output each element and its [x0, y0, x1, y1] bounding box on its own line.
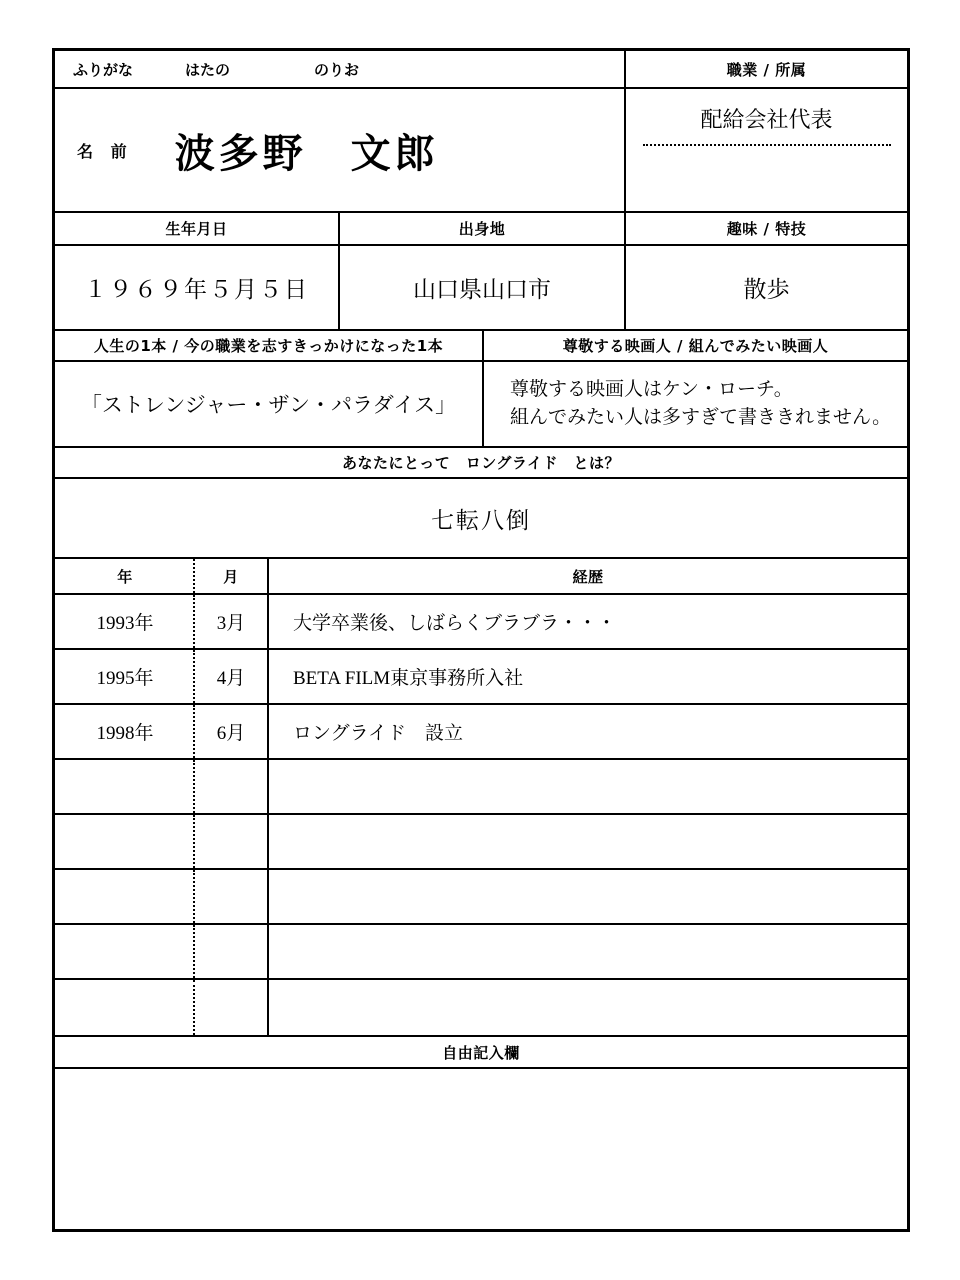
longride-value-row	[55, 479, 907, 559]
film-header-row	[55, 331, 907, 362]
career-year-header-label: 年	[117, 567, 133, 586]
career-year-value: 1993年	[96, 613, 154, 634]
respect-line-1: 尊敬する映画人はケン・ローチ。	[510, 378, 793, 400]
occupation-header: 職業 / 所属	[626, 51, 907, 89]
free-entry-header-row	[55, 1037, 907, 1069]
career-year-cell[interactable]	[55, 980, 195, 1035]
occupation-value: 配給会社代表	[700, 107, 833, 132]
respect-value	[484, 362, 907, 448]
career-history-cell[interactable]	[269, 815, 907, 870]
table-row[interactable]	[55, 760, 907, 815]
career-month-cell[interactable]: 3月	[195, 595, 269, 650]
name-cell	[55, 89, 626, 213]
film-value-row	[55, 362, 907, 448]
career-month-cell[interactable]: 4月	[195, 650, 269, 705]
longride-value: 七転八倒	[55, 479, 907, 559]
career-history-cell[interactable]: 大学卒業後、しばらくブラブラ・・・	[269, 595, 907, 650]
furigana-cell	[55, 51, 626, 89]
career-history-cell[interactable]	[269, 760, 907, 815]
career-month-cell[interactable]	[195, 870, 269, 925]
table-row[interactable]	[55, 870, 907, 925]
career-history-header: 経歴	[269, 559, 907, 595]
one-film-header: 人生の1本 / 今の職業を志すきっかけになった1本	[55, 331, 484, 362]
free-entry-header: 自由記入欄	[55, 1037, 907, 1069]
furigana-row	[55, 51, 907, 89]
career-history-cell[interactable]: BETA FILM東京事務所入社	[269, 650, 907, 705]
career-year-cell[interactable]	[55, 870, 195, 925]
name-value: 波多野 文郎	[174, 130, 439, 177]
occupation-dotted-rule	[643, 144, 891, 146]
career-rows-container	[55, 595, 907, 1037]
origin-value: 山口県山口市	[340, 246, 626, 331]
hobby-header: 趣味 / 特技	[626, 213, 907, 246]
origin-header: 出身地	[340, 213, 626, 246]
career-year-cell[interactable]	[55, 815, 195, 870]
hobby-value: 散歩	[626, 246, 907, 331]
name-row	[55, 89, 907, 213]
career-month-header: 月	[195, 559, 269, 595]
longride-header-row	[55, 448, 907, 479]
career-year-cell[interactable]	[55, 760, 195, 815]
furigana-surname: はたの	[185, 60, 231, 79]
one-film-value: 「ストレンジャー・ザン・パラダイス」	[55, 362, 484, 448]
career-month-cell[interactable]	[195, 815, 269, 870]
name-label: 名 前	[77, 141, 133, 161]
career-year-cell[interactable]	[55, 595, 195, 650]
career-history-cell[interactable]: ロングライド 設立	[269, 705, 907, 760]
personal-value-row	[55, 246, 907, 331]
profile-sheet-frame	[52, 48, 910, 1232]
career-year-cell[interactable]	[55, 705, 195, 760]
free-entry-value[interactable]	[55, 1069, 907, 1229]
table-row[interactable]	[55, 650, 907, 705]
furigana-givenname: のりお	[314, 60, 360, 79]
career-history-cell[interactable]	[269, 925, 907, 980]
occupation-cell	[626, 89, 907, 213]
career-year-value: 1998年	[96, 723, 154, 744]
personal-header-row	[55, 213, 907, 246]
dob-value: １９６９年５月５日	[55, 246, 340, 331]
career-header-row	[55, 559, 907, 595]
furigana-label: ふりがな	[73, 60, 134, 79]
dob-header: 生年月日	[55, 213, 340, 246]
free-entry-body-row	[55, 1069, 907, 1229]
career-month-cell[interactable]	[195, 980, 269, 1035]
longride-header: あなたにとって ロングライド とは？	[55, 448, 907, 479]
table-row[interactable]	[55, 925, 907, 980]
table-row[interactable]	[55, 595, 907, 650]
table-row[interactable]	[55, 980, 907, 1035]
career-history-cell[interactable]	[269, 980, 907, 1035]
career-year-cell[interactable]	[55, 650, 195, 705]
table-row[interactable]	[55, 705, 907, 760]
table-row[interactable]	[55, 815, 907, 870]
career-year-header	[55, 559, 195, 595]
career-month-cell[interactable]	[195, 760, 269, 815]
career-year-value: 1995年	[96, 668, 154, 689]
career-month-cell[interactable]: 6月	[195, 705, 269, 760]
respect-header: 尊敬する映画人 / 組んでみたい映画人	[484, 331, 907, 362]
respect-line-2: 組んでみたい人は多すぎて書ききれません。	[510, 407, 892, 428]
career-year-cell[interactable]	[55, 925, 195, 980]
career-month-cell[interactable]	[195, 925, 269, 980]
career-history-cell[interactable]	[269, 870, 907, 925]
